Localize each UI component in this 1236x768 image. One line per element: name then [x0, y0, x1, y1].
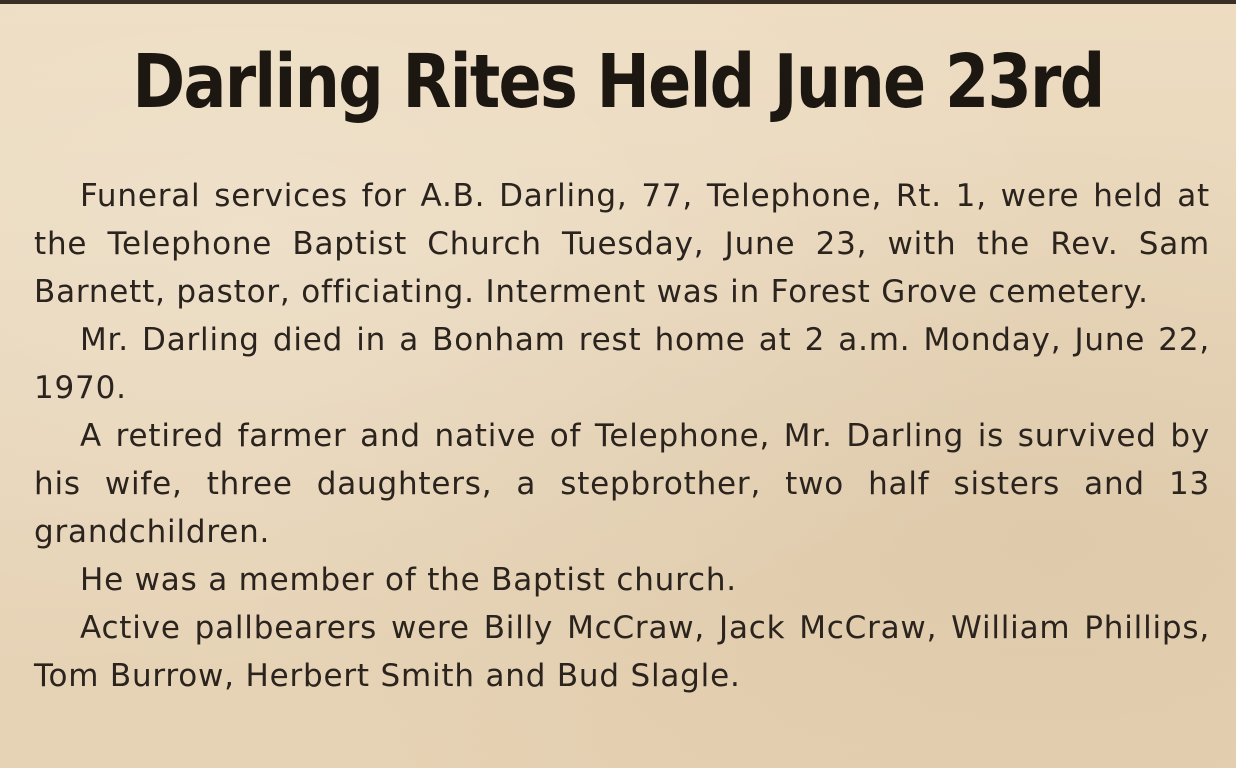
article-paragraph-survivors: A retired farmer and native of Telephone, Mr. Darling is survived by his wife, three daughters, a stepbrother, two half sisters and 13 grandchildren. — [34, 418, 1210, 550]
article-body — [34, 172, 1210, 700]
article-paragraph-funeral-services: Funeral services for A.B. Darling, 77, Telephone, Rt. 1, were held at the Telephone Baptist Church Tuesday, June 23, with the Rev. Sam Barnett, pastor, officiating. Interment was in Forest Grove cemetery. — [34, 178, 1210, 310]
clipping-top-edge — [0, 0, 1236, 4]
article-headline: Darling Rites Held June 23rd — [132, 39, 1104, 125]
article-paragraph-pallbearers: Active pallbearers were Billy McCraw, Jack McCraw, William Phillips, Tom Burrow, Herbert Smith and Bud Slagle. — [34, 610, 1210, 694]
article-paragraph-death: Mr. Darling died in a Bonham rest home at 2 a.m. Monday, June 22, 1970. — [34, 322, 1210, 406]
article-paragraph-church-member: He was a member of the Baptist church. — [80, 562, 737, 598]
